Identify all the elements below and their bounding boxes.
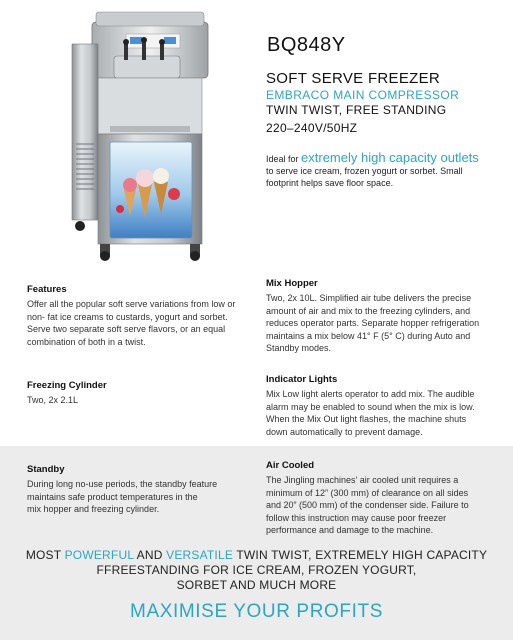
intro-text (266, 152, 506, 189)
section-line: down automatically to prevent damage. (266, 426, 423, 437)
tagline-word: AND (133, 548, 167, 562)
tagline (0, 548, 513, 593)
section-heading: Mix Hopper (266, 278, 318, 289)
slogan: MAXIMISE YOUR PROFITS (130, 601, 383, 622)
section-line: When the Mix Out light flashes, the machine shuts (266, 414, 467, 424)
section-line: alarm may be enabled to sound when the mix is low. (266, 401, 475, 412)
product-title: SOFT SERVE FREEZER (266, 70, 441, 87)
section-line: combination of both in a twist. (27, 336, 146, 347)
standby-section (27, 464, 257, 516)
product-image (62, 4, 232, 262)
section-line: and 20” (500 mm) of the condenser side. Failure to (266, 500, 469, 510)
intro-highlight: extremely high capacity outlets (301, 150, 479, 165)
section-line: follow this instruction may cause poor freezer (266, 512, 447, 523)
tagline-word: TWIN TWIST, EXTREMELY HIGH CAPACITY (233, 548, 488, 562)
features-section (27, 284, 257, 348)
section-heading: Freezing Cylinder (27, 380, 107, 391)
section-line: Offer all the popular soft serve variations from low or (27, 299, 236, 309)
section-heading: Air Cooled (266, 460, 315, 471)
section-line: Two, 2x 2.1L (27, 395, 79, 405)
model-number: BQ848Y (267, 34, 346, 56)
section-heading: Indicator Lights (266, 374, 338, 385)
section-line: maintains safe product temperatures in the (27, 491, 198, 502)
section-line: Two, 2x 10L. Simplified air tube delivers the precise (266, 293, 472, 303)
section-line: amount of air and mix to the freezing cylinders, and (266, 305, 471, 316)
voltage-spec: 220–240V/50HZ (266, 121, 358, 135)
section-line: performance and damage to the machine. (266, 525, 434, 535)
section-line: Serve two separate soft serve flavors, or an equal (27, 324, 226, 334)
air-cooled-section (266, 460, 506, 537)
intro-line: footprint helps save floor space. (266, 178, 394, 188)
section-line: reduces operator parts. Separate hopper refrigeration (266, 318, 480, 328)
intro-prefix: Ideal for (266, 154, 302, 164)
section-line: Mix Low light alerts operator to add mix. The audible (266, 389, 475, 399)
section-line: Standby modes. (266, 343, 332, 353)
tagline-line: SORBET AND MUCH MORE (176, 578, 337, 592)
mix-hopper-section (266, 278, 506, 355)
section-line: mix hopper and freezing cylinder. (27, 504, 160, 514)
section-line: During long no-use periods, the standby feature (27, 479, 218, 489)
freezing-cylinder-section (27, 380, 257, 407)
tagline-highlight: VERSATILE (166, 548, 234, 562)
tagline-highlight: POWERFUL (64, 548, 134, 562)
section-line: The Jingling machines’ air cooled unit requires a (266, 475, 459, 485)
section-heading: Standby (27, 464, 65, 475)
tagline-line (0, 548, 513, 563)
intro-line: to serve ice cream, frozen yogurt or sorbet. Small (266, 166, 463, 176)
section-line: minimum of 12” (300 mm) of clearance on all sides (266, 487, 469, 498)
compressor-spec: EMBRACO MAIN COMPRESSOR (266, 88, 460, 102)
section-line: non- fat ice creams to custards, yogurt and sorbet. (27, 311, 228, 322)
indicator-lights-section (266, 374, 506, 438)
tagline-word: MOST (25, 548, 65, 562)
tagline-line: FFREESTANDING FOR ICE CREAM, FROZEN YOGURT, (96, 563, 417, 577)
type-spec: TWIN TWIST, FREE STANDING (266, 103, 447, 117)
section-heading: Features (27, 284, 67, 295)
section-line: maintains a mix below 41° F (5° C) during Auto and (266, 330, 471, 341)
